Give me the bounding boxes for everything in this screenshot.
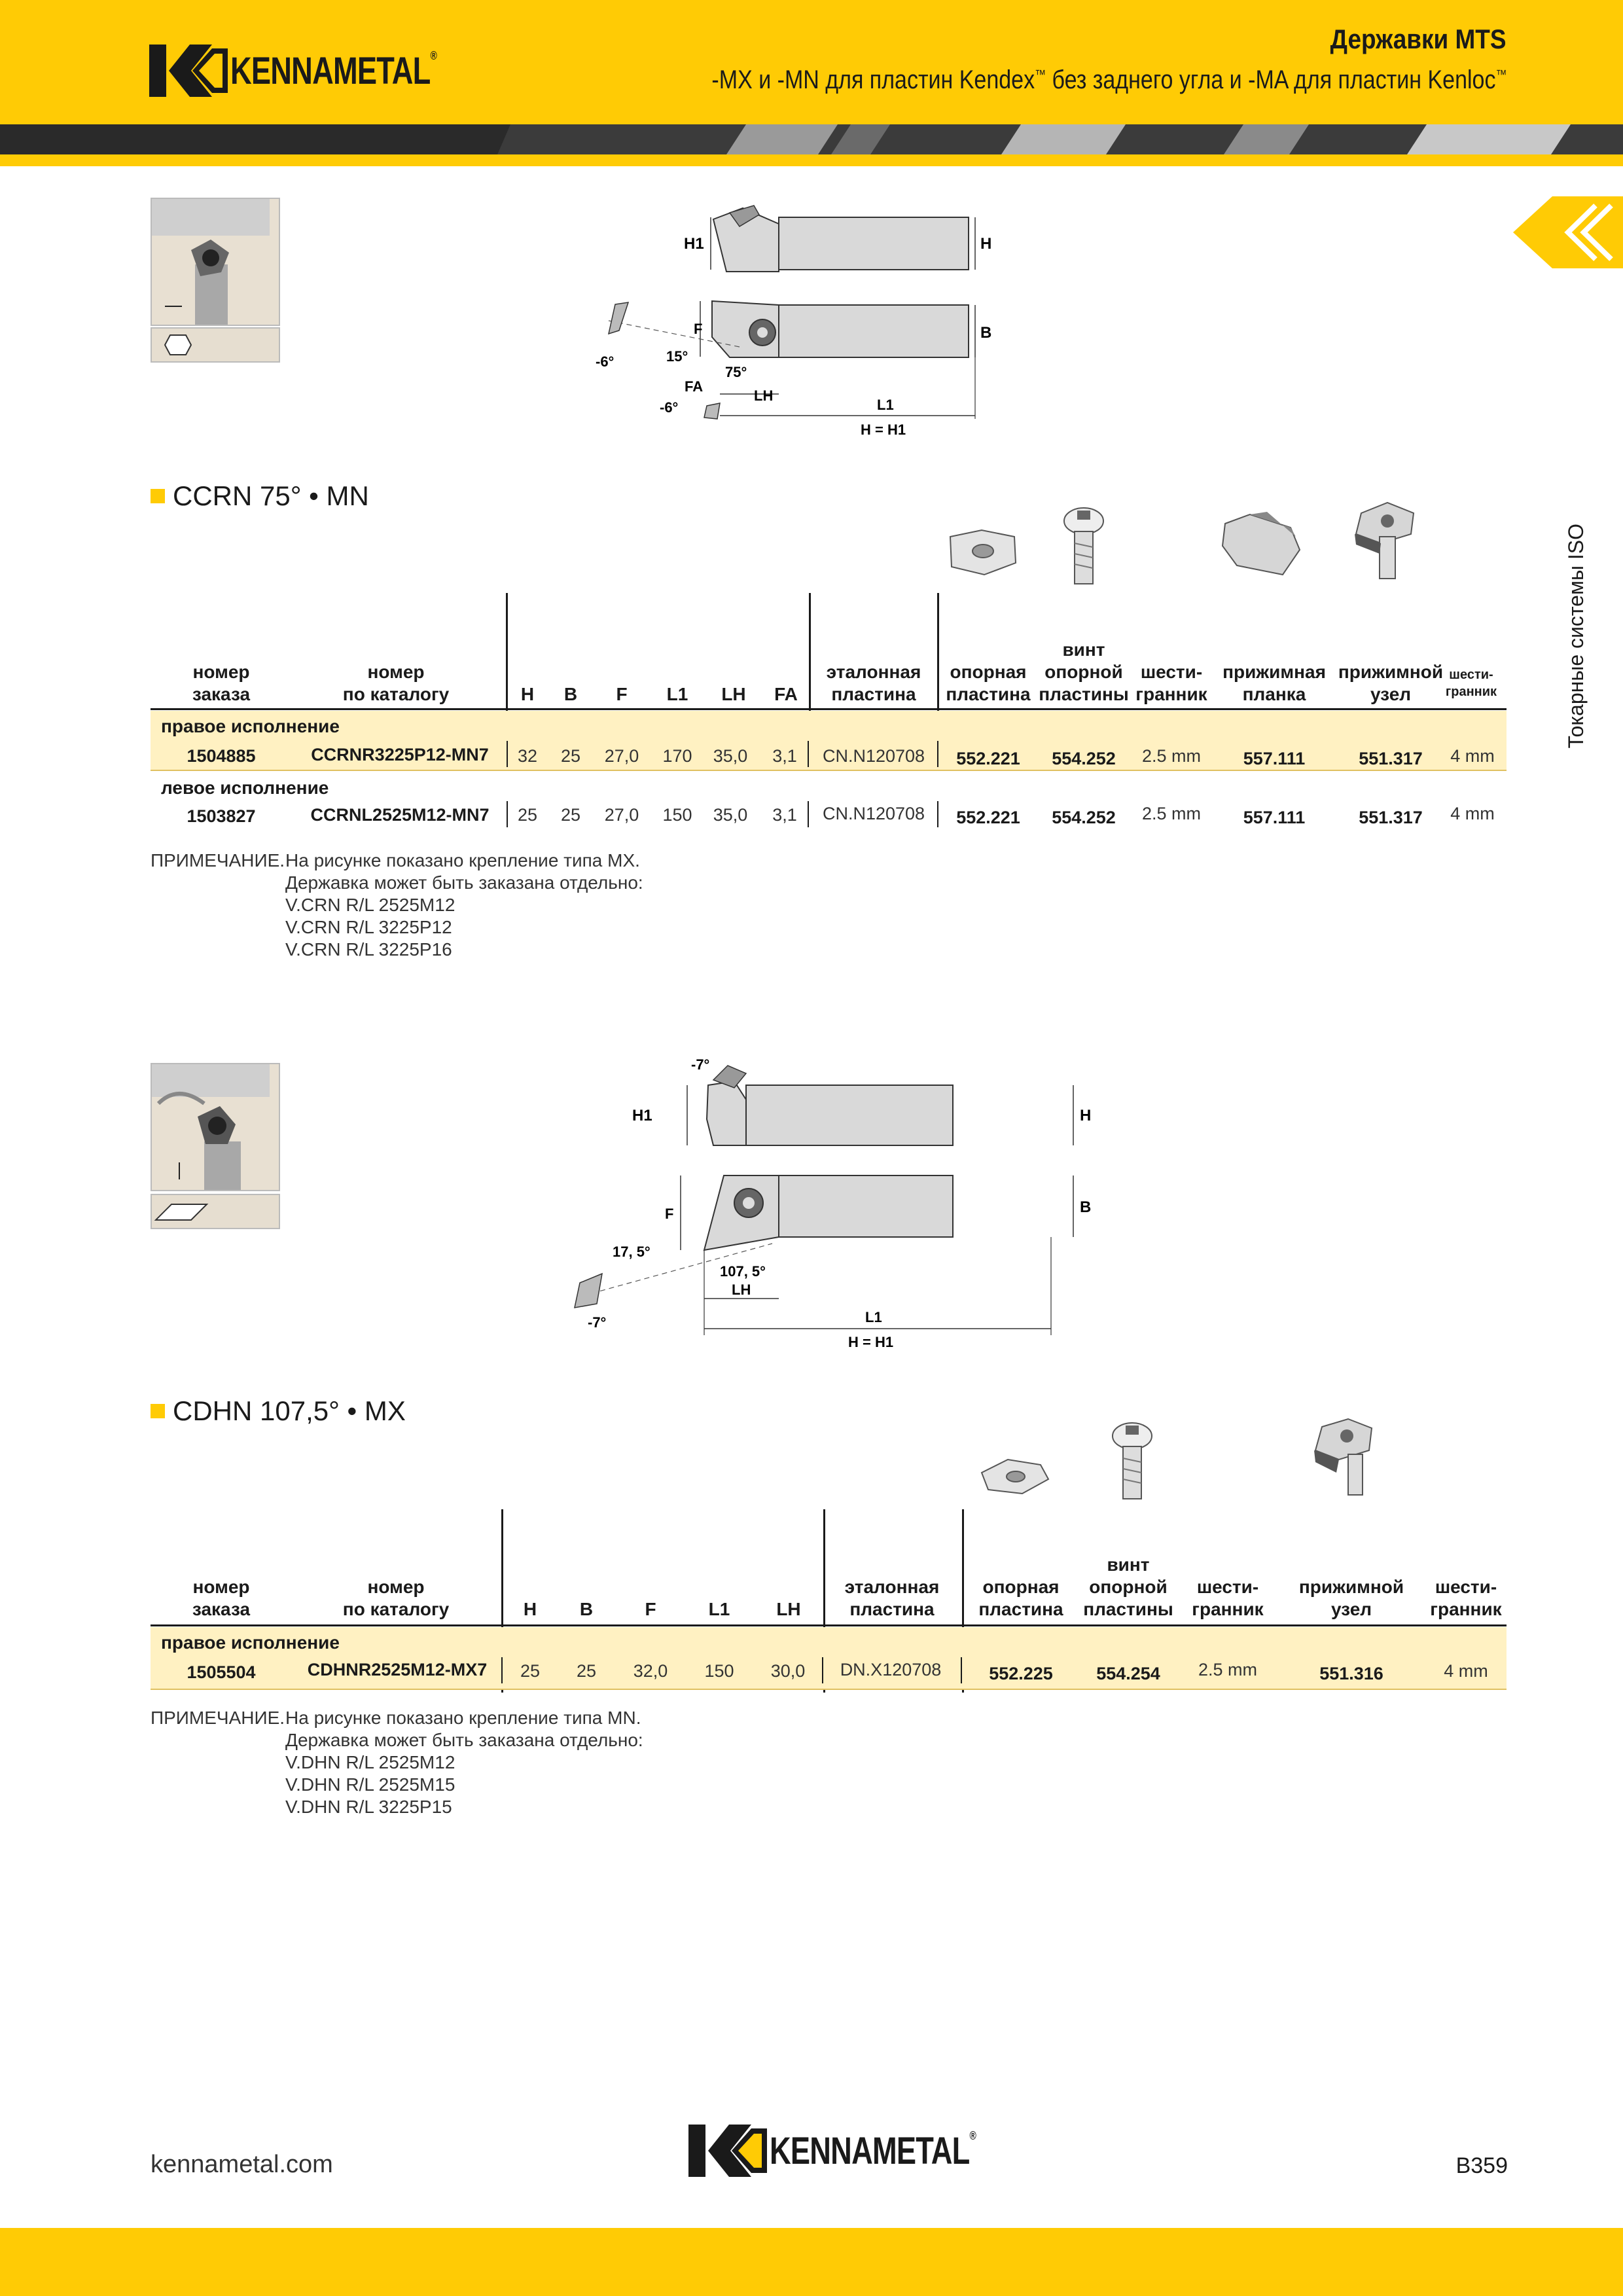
- cell-b: 25: [576, 1661, 597, 1681]
- angle-label-a4: -6°: [660, 399, 679, 416]
- cell-h: 25: [517, 805, 538, 825]
- kennametal-k-icon: [149, 45, 228, 97]
- order-number: 1505504: [187, 1662, 256, 1682]
- table-row: [151, 741, 1507, 771]
- table1-header-hex2: шести- гранник: [1445, 668, 1497, 699]
- cell-clamp-set: 551.317: [1359, 749, 1423, 768]
- cell-fa: 3,1: [772, 805, 797, 825]
- cell-hex2: 4 mm: [1444, 1661, 1488, 1681]
- cell-l1: 150: [662, 805, 692, 825]
- page-title: Державки MTS: [1330, 24, 1507, 54]
- row-separator: [507, 741, 508, 767]
- technical-drawing-2: [556, 1047, 1106, 1355]
- table1-header-h: H: [520, 684, 535, 704]
- toolholder-photo-1: [151, 198, 280, 326]
- dim-h1-label-1: H1: [684, 235, 704, 253]
- insert-shape-icon-1: [151, 327, 280, 363]
- clamp-set-icon: [1355, 503, 1414, 579]
- row-separator: [501, 1657, 503, 1683]
- table2-header-shim: опорная пластина: [978, 1577, 1063, 1619]
- toolholder-photo-2: [151, 1063, 280, 1191]
- row-separator: [937, 801, 938, 827]
- table2-header-l1: L1: [708, 1599, 730, 1619]
- table1-header-b: B: [563, 684, 578, 704]
- heading-bullet-square: [151, 1404, 165, 1418]
- table1-header-fa: FA: [774, 684, 798, 704]
- cell-lh: 35,0: [713, 805, 748, 825]
- footer-url-link[interactable]: kennametal.com: [151, 2151, 333, 2178]
- table1-header-lh: LH: [721, 684, 746, 704]
- cell-ref-insert: DN.X120708: [840, 1660, 942, 1679]
- cell-shim-screw: 554.252: [1052, 808, 1116, 827]
- brand-name: KENNAMETAL®: [230, 48, 437, 92]
- footer-logo: [688, 2125, 1034, 2177]
- table1-row-rule: [151, 770, 1507, 771]
- cell-f: 32,0: [633, 1661, 668, 1681]
- catalog-number: CCRNR3225P12-MN7: [311, 745, 489, 764]
- row-separator: [808, 741, 809, 767]
- cell-clamp: 557.111: [1243, 808, 1306, 827]
- dim-b-label-1: B: [980, 324, 992, 342]
- screw-icon: [1064, 508, 1103, 584]
- heading-bullet-square: [151, 489, 165, 503]
- table1-header-shim: опорная пластина: [946, 662, 1031, 704]
- table1-header-ref-insert: эталонная пластина: [826, 662, 921, 704]
- table2-header-rule: [151, 1624, 1507, 1626]
- table1-header-clamp-set: прижимной узел: [1338, 662, 1444, 704]
- table2-row-rule: [151, 1689, 1507, 1690]
- cell-shim: 552.221: [956, 808, 1020, 827]
- cell-hex1: 2.5 mm: [1198, 1660, 1258, 1679]
- note-label-2: ПРИМЕЧАНИЕ.: [151, 1708, 285, 1728]
- cell-h: 32: [517, 746, 538, 766]
- dim-lh-label-1: LH: [754, 387, 774, 404]
- cell-b: 25: [560, 746, 581, 766]
- cell-hex2: 4 mm: [1450, 746, 1495, 766]
- row-separator: [822, 1657, 823, 1683]
- clamp-set-icon: [1314, 1419, 1372, 1495]
- table1-group-label-left: левое исполнение: [161, 778, 329, 798]
- cell-shim: 552.225: [989, 1664, 1053, 1683]
- note-body-1: На рисунке показано крепление типа MX. Державка может быть заказана отдельно: V.CRN R/L 2525M12 V.CRN R/L 3225P12 V.CRN R/L 3225P16: [285, 850, 643, 960]
- dim-l1-label-2: L1: [865, 1309, 882, 1325]
- row-separator: [507, 801, 508, 827]
- table1-header-catalog: номер по каталогу: [342, 662, 450, 704]
- cell-f: 27,0: [604, 805, 639, 825]
- table2-header-h: H: [523, 1599, 537, 1619]
- row-separator: [937, 741, 938, 767]
- table1-header-order: номер заказа: [192, 662, 251, 704]
- angle-label-b4: -7°: [588, 1314, 607, 1331]
- row-separator: [961, 1657, 962, 1683]
- accessories-icons-1: [942, 497, 1440, 596]
- table1-header-l1: L1: [666, 684, 688, 704]
- brand-name: KENNAMETAL®: [770, 2128, 976, 2172]
- footer-band: [0, 2228, 1623, 2296]
- side-section-label: Токарные системы ISO: [1564, 524, 1588, 749]
- cell-l1: 170: [662, 746, 692, 766]
- note-label-1: ПРИМЕЧАНИЕ.: [151, 850, 285, 870]
- header-logo: [149, 45, 495, 97]
- table2-header-f: F: [645, 1599, 656, 1619]
- clamp-icon: [1222, 512, 1300, 575]
- section-heading-cdhn: CDHN 107,5° • MX: [151, 1395, 406, 1427]
- page-subtitle: -MX и -MN для пластин Kendex™ без заднего угла и -MA для пластин Kenloc™: [711, 65, 1507, 94]
- dim-b-label-2: B: [1080, 1198, 1092, 1216]
- cell-lh: 30,0: [770, 1661, 806, 1681]
- shim-icon: [950, 530, 1016, 575]
- cell-ref-insert: CN.N120708: [822, 746, 925, 766]
- cell-b: 25: [560, 805, 581, 825]
- table2-header-ref-insert: эталонная пластина: [844, 1577, 940, 1619]
- cell-hex2: 4 mm: [1450, 804, 1495, 823]
- angle-label-b2: 17, 5°: [613, 1244, 651, 1260]
- cell-hex1: 2.5 mm: [1141, 804, 1202, 823]
- cell-l1: 150: [704, 1661, 734, 1681]
- catalog-number: CCRNL2525M12-MN7: [310, 805, 490, 825]
- table2-header-clamp-set: прижимной узел: [1298, 1577, 1404, 1619]
- table2-header-shim-screw: винт опорной пластины: [1083, 1554, 1173, 1619]
- table2-header-b: B: [579, 1599, 594, 1619]
- table2-header-hex2: шести- гранник: [1430, 1577, 1502, 1619]
- table-row: [151, 1657, 1507, 1687]
- dim-heq-label-2: H = H1: [848, 1334, 894, 1350]
- table2-group-label-right: правое исполнение: [161, 1632, 340, 1653]
- angle-label-a2: 15°: [666, 348, 688, 365]
- table1-header-hex1: шести- гранник: [1135, 662, 1207, 704]
- order-number: 1504885: [187, 746, 256, 766]
- header-stripe-band: [0, 124, 1623, 154]
- table1-header-rule: [151, 708, 1507, 710]
- insert-shape-icon-2: [151, 1194, 280, 1229]
- dim-fa-label-1: FA: [685, 378, 704, 395]
- angle-label-b3: 107, 5°: [720, 1263, 766, 1280]
- angle-label-b1: -7°: [691, 1056, 710, 1073]
- cell-shim: 552.221: [956, 749, 1020, 768]
- dim-l1-label-1: L1: [877, 397, 894, 413]
- table2-header-order: номер заказа: [192, 1577, 251, 1619]
- cell-shim-screw: 554.252: [1052, 749, 1116, 768]
- dim-heq-label-1: H = H1: [861, 422, 906, 438]
- page-number: B359: [1455, 2153, 1508, 2178]
- angle-label-a3: 75°: [725, 364, 747, 380]
- accessories-icons-2: [969, 1414, 1400, 1505]
- table1-header-f: F: [616, 684, 628, 704]
- screw-icon: [1113, 1423, 1152, 1499]
- table2-header-lh: LH: [776, 1599, 801, 1619]
- cell-h: 25: [520, 1661, 541, 1681]
- table2-header-catalog: номер по каталогу: [342, 1577, 450, 1619]
- kennametal-k-icon: [688, 2125, 767, 2177]
- shim-icon: [982, 1460, 1048, 1494]
- dim-lh-label-2: LH: [732, 1282, 751, 1298]
- table1-header-shim-screw: винт опорной пластины: [1039, 639, 1129, 704]
- side-chevron-tab: [1513, 196, 1623, 268]
- dim-f-label-2: F: [665, 1206, 674, 1222]
- row-separator: [808, 801, 809, 827]
- table1-header-clamp: прижимная планка: [1222, 662, 1326, 704]
- dim-h-label-2: H: [1080, 1107, 1092, 1124]
- cell-ref-insert: CN.N120708: [822, 804, 925, 823]
- cell-f: 27,0: [604, 746, 639, 766]
- table-row: [151, 801, 1507, 831]
- cell-hex1: 2.5 mm: [1141, 746, 1202, 766]
- dim-h-label-1: H: [980, 235, 992, 253]
- cell-fa: 3,1: [772, 746, 797, 766]
- dim-f-label-1: F: [694, 321, 703, 337]
- technical-drawing-1: [582, 190, 1054, 452]
- cell-clamp: 557.111: [1243, 749, 1306, 768]
- header-yellow-line: [0, 154, 1623, 166]
- note-body-2: На рисунке показано крепление типа MN. Державка может быть заказана отдельно: V.DHN R/L 2525M12 V.DHN R/L 2525M15 V.DHN R/L 3225P15: [285, 1708, 643, 1817]
- cell-clamp-set: 551.317: [1359, 808, 1423, 827]
- cell-clamp-set: 551.316: [1319, 1664, 1383, 1683]
- angle-label-a1: -6°: [596, 353, 615, 370]
- section-heading-ccrn: CCRN 75° • MN: [151, 480, 369, 512]
- order-number: 1503827: [187, 806, 256, 826]
- cell-lh: 35,0: [713, 746, 748, 766]
- dim-h1-label-2: H1: [632, 1107, 652, 1124]
- cell-shim-screw: 554.254: [1096, 1664, 1160, 1683]
- table1-group-label-right: правое исполнение: [161, 716, 340, 736]
- catalog-number: CDHNR2525M12-MX7: [307, 1660, 488, 1679]
- table2-header-hex1: шести- гранник: [1192, 1577, 1264, 1619]
